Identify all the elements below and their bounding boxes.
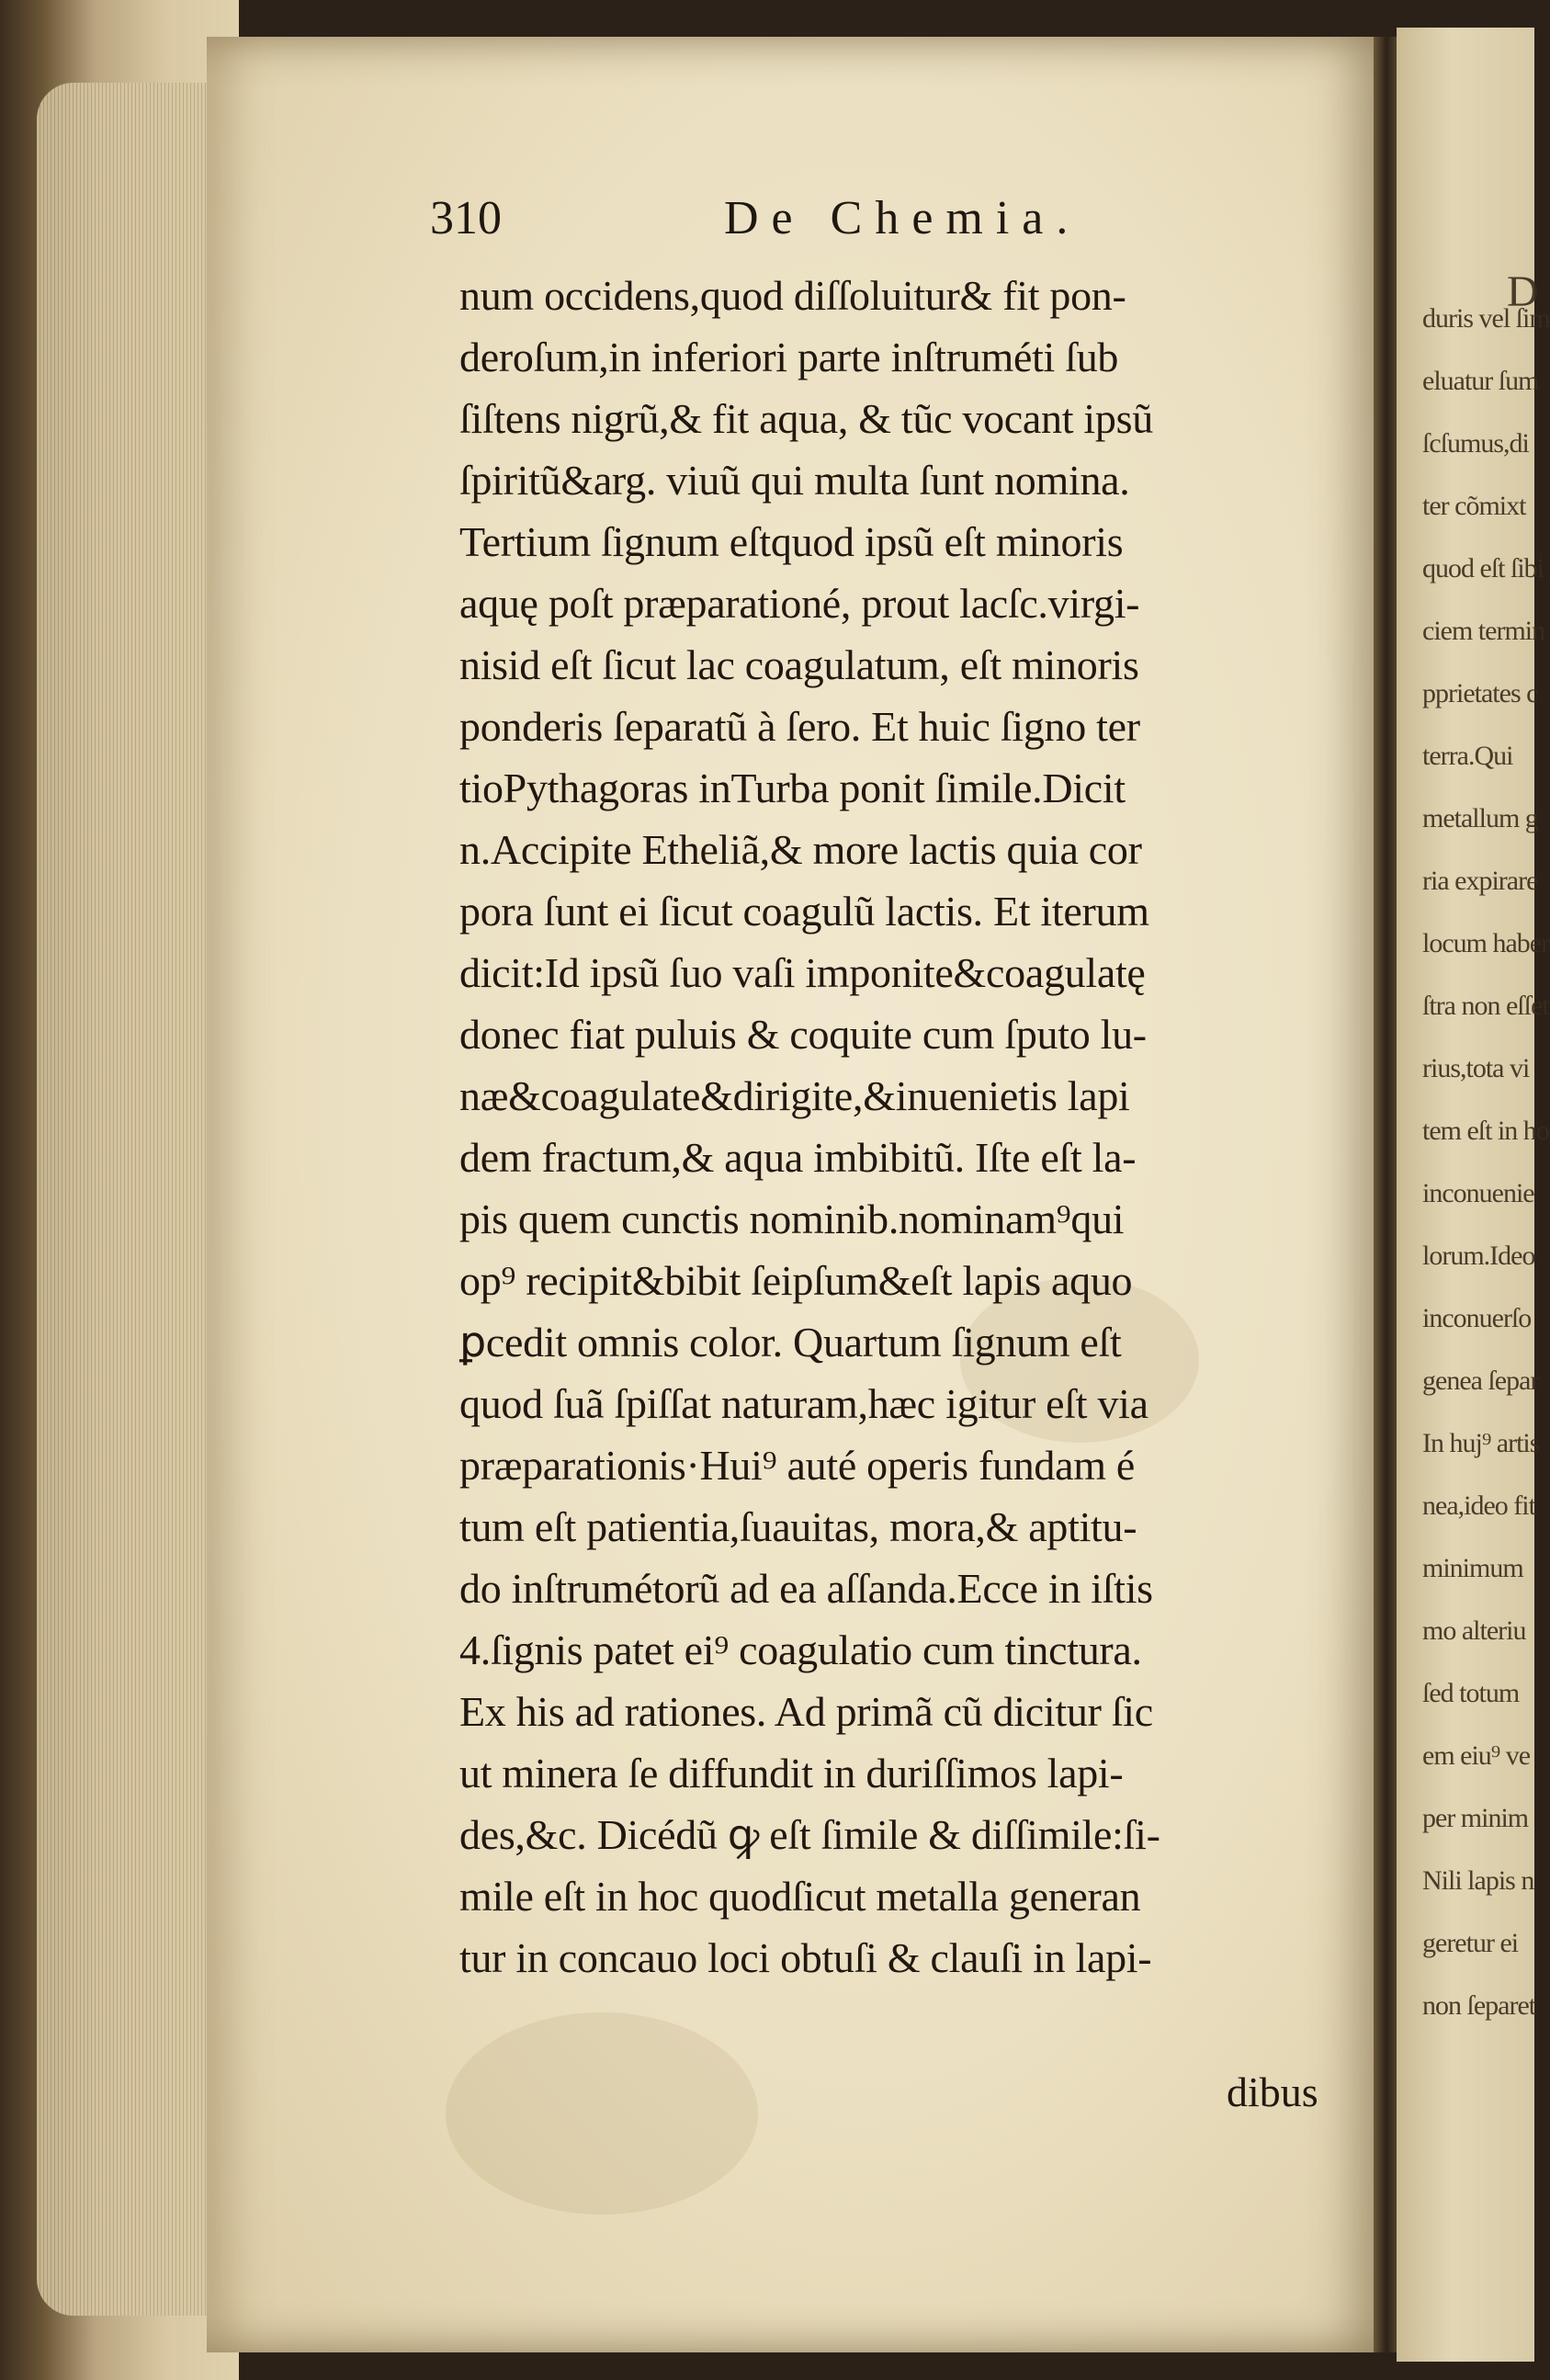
facing-page-fragment: Nili lapis n: [1422, 1865, 1534, 1896]
text-line: Tertium ſignum eſtquod ipsũ eſt minoris: [459, 518, 1124, 565]
text-line: quod ſuã ſpiſſat naturam,hæc igitur eſt via: [459, 1380, 1148, 1427]
facing-page-fragment: lorum.Ideo: [1422, 1241, 1535, 1271]
facing-page-fragment: inconuenie: [1422, 1178, 1534, 1208]
text-line: præparationis·Hui⁹ auté operis fundam é: [459, 1442, 1136, 1489]
text-line: mile eſt in hoc quodſicut metalla generan: [459, 1873, 1141, 1920]
text-line: 4.ſignis patet ei⁹ coagulatio cum tinctura.: [459, 1626, 1142, 1673]
facing-page-fragment: ſcſumus,di: [1422, 428, 1529, 459]
facing-page-fragment: ſed totum: [1422, 1678, 1520, 1708]
facing-page-fragment: tem eſt in ho: [1422, 1116, 1549, 1146]
facing-page-fragment: ſtra non eſſet: [1422, 991, 1549, 1021]
facing-page-fragment: mo alteriu: [1422, 1615, 1526, 1646]
facing-page-fragment: per minim: [1422, 1803, 1529, 1833]
facing-page-fragment: inconuerſo: [1422, 1303, 1532, 1333]
text-line: deroſum,in inferiori parte inſtruméti ſub: [459, 334, 1119, 380]
catchword: dibus: [1227, 2068, 1318, 2115]
text-line: tur in concauo loci obtuſi & clauſi in lapi-: [459, 1934, 1152, 1981]
text-line: tum eſt patientia,ſuauitas, mora,& aptitu-: [459, 1503, 1137, 1550]
text-line: aquę poſt præparationé, prout lacſc.virgi-: [459, 580, 1140, 627]
text-line: ꝑcedit omnis color. Quartum ſignum eſt: [459, 1319, 1122, 1366]
facing-page-fragment: duris vel ſim: [1422, 303, 1550, 334]
paper-stain: [446, 2012, 758, 2215]
facing-page-fragment: ter cõmixt: [1422, 491, 1526, 521]
book-gutter: [1374, 37, 1399, 2352]
text-line: ponderis ſeparatũ à ſero. Et huic ſigno ter: [459, 703, 1140, 750]
facing-page-fragment: quod eſt ſibi: [1422, 553, 1544, 584]
page-number: 310: [430, 192, 502, 244]
facing-page-fragment: pprietates c: [1422, 678, 1538, 708]
text-line: næ&coagulate&dirigite,&inuenietis lapi: [459, 1072, 1130, 1119]
text-line: ſiſtens nigrũ,& fit aqua, & tũc vocant ipsũ: [459, 395, 1153, 442]
facing-page-fragment: terra.Qui: [1422, 741, 1513, 771]
text-line: tioPythagoras inTurba ponit ſimile.Dicit: [459, 765, 1126, 811]
facing-page-fragment: rius,tota vi: [1422, 1053, 1530, 1083]
facing-page-fragment: em eiu⁹ ve: [1422, 1740, 1531, 1771]
text-line: n.Accipite Etheliã,& more lactis quia cor: [459, 826, 1142, 873]
facing-page-fragment: ciem termin: [1422, 616, 1545, 646]
facing-page-fragment: genea ſepar: [1422, 1366, 1539, 1396]
text-line: op⁹ recipit&bibit ſeipſum&eſt lapis aquo: [459, 1257, 1133, 1304]
facing-page-fragment: geretur ei: [1422, 1928, 1519, 1958]
text-line: dem fractum,& aqua imbibitũ. Iſte eſt la-: [459, 1134, 1137, 1181]
text-line: des,&c. Dicédũ ꝙ eſt ſimile & diſſimile:ſi-: [459, 1811, 1160, 1858]
text-line: nisid eſt ſicut lac coagulatum, eſt minoris: [459, 641, 1139, 688]
facing-page-fragment: ria expirare: [1422, 866, 1538, 896]
facing-page-fragment: locum haber: [1422, 928, 1550, 958]
text-line: dicit:Id ipsũ ſuo vaſi imponite&coagulatę: [459, 949, 1146, 996]
text-line: ſpiritũ&arg. viuũ qui multa ſunt nomina.: [459, 457, 1130, 504]
facing-page-fragment: nea,ideo fit: [1422, 1490, 1535, 1521]
text-line: pis quem cunctis nominib.nominam⁹qui: [459, 1196, 1125, 1242]
facing-page-fragment: minimum: [1422, 1553, 1523, 1583]
facing-page-fragment: metallum g: [1422, 803, 1538, 833]
text-line: do inſtrumétorũ ad ea aſſanda.Ecce in iſtis: [459, 1565, 1153, 1612]
text-line: donec fiat puluis & coquite cum ſputo lu-: [459, 1011, 1147, 1058]
text-line: ut minera ſe diffundit in duriſſimos lapi-: [459, 1750, 1124, 1796]
running-title: De Chemia.: [724, 192, 1081, 244]
facing-page: [1397, 28, 1550, 2362]
facing-page-fragment: In huj⁹ artis: [1422, 1428, 1540, 1458]
facing-page-fragment: D: [1507, 267, 1538, 316]
facing-page-fragment: non ſeparet: [1422, 1990, 1536, 2021]
page-header: [430, 191, 1165, 255]
facing-page-fragment: eluatur ſum: [1422, 366, 1539, 396]
text-line: Ex his ad rationes. Ad primã cũ dicitur ſic: [459, 1688, 1153, 1735]
text-line: pora ſunt ei ſicut coagulũ lactis. Et iterum: [459, 888, 1149, 935]
text-line: num occidens,quod diſſoluitur& fit pon-: [459, 272, 1126, 319]
